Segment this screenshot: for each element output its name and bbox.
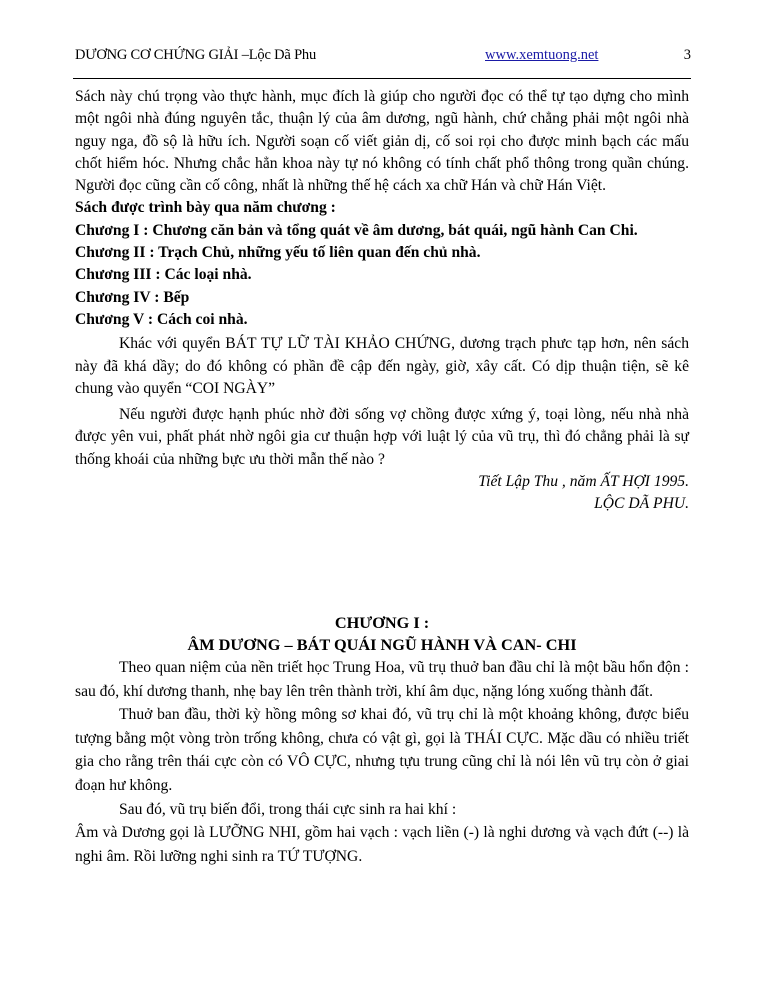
chapter-heading: CHƯƠNG I : (334, 613, 430, 632)
chapter-outline-item: Chương I : Chương căn bản và tổng quát về âm dương, bát quái, ngũ hành Can Chi. (75, 221, 638, 239)
intro-paragraph-2: Khác với quyển BÁT TỰ LỮ TÀI KHẢO CHỨNG, dương trạch phưc tạp hơn, nên sách này đã khá dầy; do đó không có phần đề cập đến ngày, giờ, xây cất. Có dịp thuận tiện, sẽ kê chung vào quyển “COI NGÀY” (75, 335, 689, 397)
chapter-subheading: ÂM DƯƠNG – BÁT QUÁI NGŨ HÀNH VÀ CAN- CHI (187, 635, 577, 654)
page-header (73, 47, 691, 67)
chapter-paragraph-2: Thuở ban đầu, thời kỳ hồng mông sơ khai đó, vũ trụ chỉ là một khoảng không, được biểu tượng bằng một vòng tròn trống không, chưa có vật gì, gọi là THÁI CỰC. Mặc dầu có nhiều triết gia cho rằng trên thái cực còn có VÔ CỰC, nhưng tựu trung cũng chỉ là nói lên vũ trụ còn ở giai đoạn hư không. (75, 706, 689, 794)
chapter-outline-item: Chương V : Cách coi nhà. (75, 310, 248, 328)
chapter-paragraph-3: Sau đó, vũ trụ biến đổi, trong thái cực sinh ra hai khí : (119, 800, 457, 818)
chapter-body (75, 656, 689, 868)
chapter-title-block (75, 612, 689, 656)
page-number: 3 (683, 47, 691, 63)
header-rule (73, 78, 691, 79)
chapter-outline-item: Chương III : Các loại nhà. (75, 266, 252, 284)
chapter-paragraph-4: Âm và Dương gọi là LƯỠNG NHI, gồm hai vạch : vạch liền (-) là nghi dương và vạch đứt (--) là nghi âm. Rồi lưỡng nghi sinh ra TỨ TƯỢNG. (75, 824, 689, 865)
signature-date: Tiết Lập Thu , năm ẤT HỢI 1995. (478, 473, 689, 491)
outline-title: Sách được trình bày qua năm chương : (75, 199, 336, 217)
chapter-outline-item: Chương II : Trạch Chủ, những yếu tố liên quan đến chủ nhà. (75, 244, 481, 262)
header-link[interactable]: www.xemtuong.net (485, 47, 599, 63)
chapter-outline-item: Chương IV : Bếp (75, 288, 190, 306)
intro-paragraph-3: Nếu người được hạnh phúc nhờ đời sống vợ chồng được xứng ý, toại lòng, nếu nhà nhà được yên vui, phất phát nhờ ngôi gia cư thuận hợp với luật lý của vũ trụ, thì đó chẳng phải là sự thống khoái của những bực ưu thời mẫn thế nào ? (75, 406, 689, 468)
signature-name: LỘC DÃ PHU. (594, 495, 689, 513)
header-title: DƯƠNG CƠ CHỨNG GIẢI –Lộc Dã Phu (75, 47, 317, 63)
chapter-paragraph-1: Theo quan niệm của nền triết học Trung Hoa, vũ trụ thuở ban đầu chỉ là một bầu hổn độn : sau đó, khí dương thanh, nhẹ bay lên trên thành trời, khí âm dục, nặng lóng xuống thành đất. (75, 659, 689, 700)
intro-section (75, 86, 689, 516)
intro-paragraph-1: Sách này chú trọng vào thực hành, mục đích là giúp cho người đọc có thể tự tạo dựng cho mình một ngôi nhà đúng nguyên tắc, thuận lý của âm dương, ngũ hành, chứ chẳng phải một ngôi nhà nguy nga, đồ sộ là hữu ích. Người soạn cố viết giản dị, cố soi rọi cho được minh bạch các mấu chốt hiểm hóc. Nhưng chắc hẳn khoa này tự nó không có tính chất phổ thông trong quần chúng. Người đọc cũng cần cố công, nhất là những thế hệ cách xa chữ Hán và chữ Hán Việt. (75, 88, 689, 195)
